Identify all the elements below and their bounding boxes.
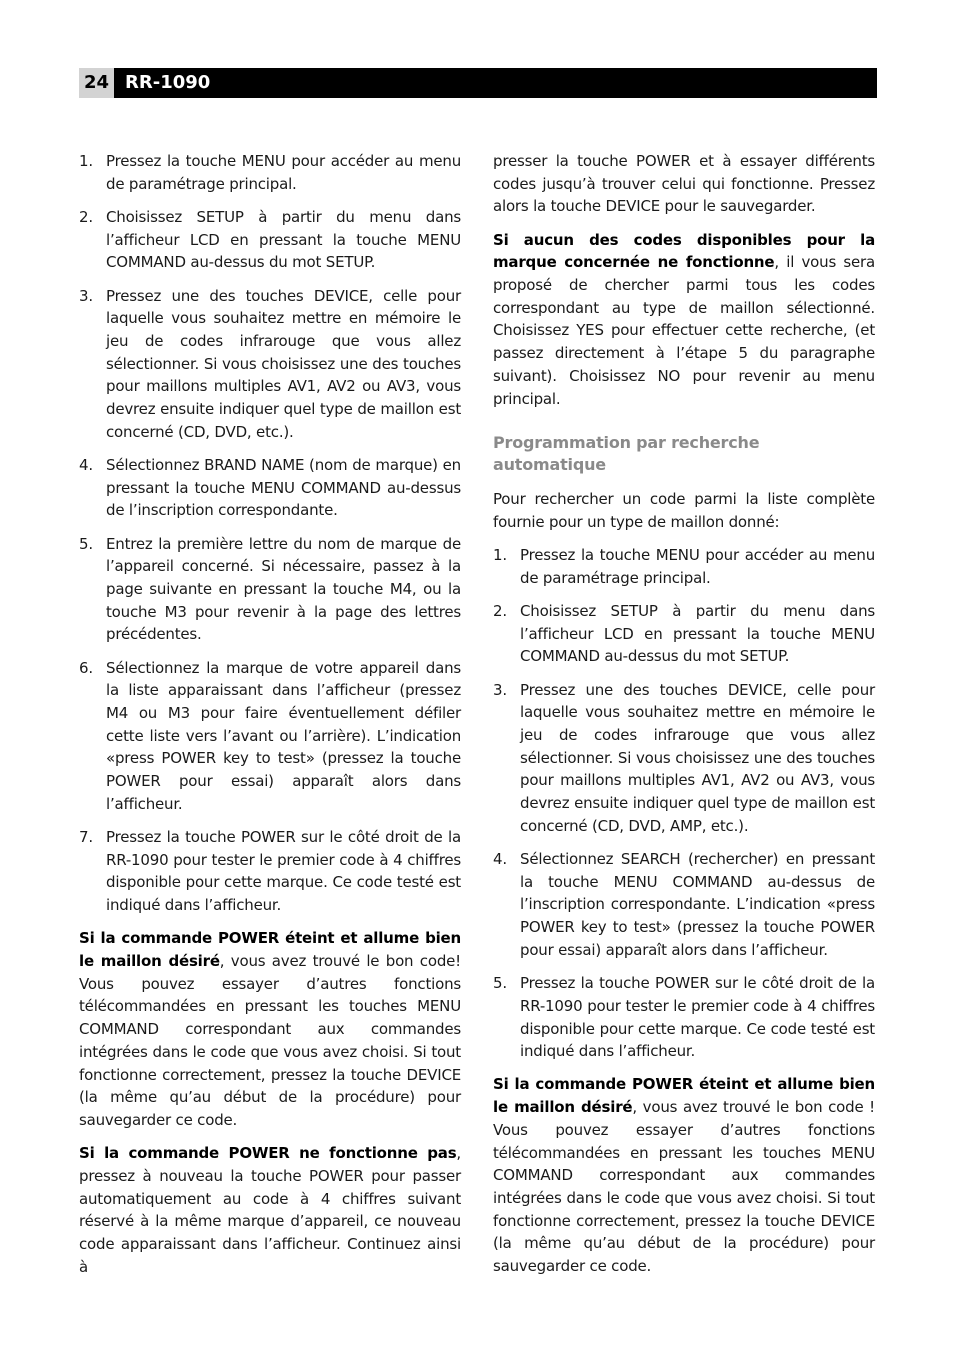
step-text: Choisissez SETUP à partir du menu dans l’afficheur LCD en pressant la touche MENU COMMAND au-dessus du mot SETUP. — [520, 602, 875, 666]
list-item — [79, 533, 461, 647]
step-text: Sélectionnez BRAND NAME (nom de marque) en pressant la touche MENU COMMAND au-dessus de l’inscription correspondante. — [106, 455, 461, 520]
bold-lead: Si la commande POWER éteint et allume bien le maillon désiré — [79, 929, 461, 970]
list-item — [493, 679, 875, 838]
paragraph-continued: presser la touche POWER et à essayer différents codes jusqu’à trouver celui qui fonctionne. Pressez alors la touche DEVICE pour le sauvegarder. — [493, 152, 875, 216]
step-text: Pressez une des touches DEVICE, celle pour laquelle vous souhaitez mettre en mémoire le jeu de codes infrarouge que vous allez sélectionner. Si vous choisissez une des touches pour maillons multiples AV1, AV2 ou AV3, vous devrez ensuite indiquer quel type de maillon est concerné (CD, DVD, etc.). — [106, 286, 461, 441]
section-intro: Pour rechercher un code parmi la liste complète fournie pour un type de maillon donné: — [493, 490, 875, 531]
step-text: Pressez la touche MENU pour accéder au menu de paramétrage principal. — [106, 152, 461, 193]
step-text: Pressez la touche POWER sur le côté droit de la RR-1090 pour tester le premier code à 4 chiffres disponible pour cette marque. Ce code testé est indiqué dans l’afficheur. — [106, 827, 461, 915]
list-item — [79, 150, 461, 195]
list-item — [79, 826, 461, 917]
list-item — [493, 544, 875, 589]
steps-list-right — [493, 544, 875, 1063]
list-item — [79, 206, 461, 274]
paragraph-no-code-works — [493, 229, 875, 411]
step-number: 2. — [79, 207, 93, 226]
step-text: Sélectionnez la marque de votre appareil dans la liste apparaissant dans l’afficheur (pressez M4 ou M3 pour faire éventuellement défiler cette liste vers l’avant ou l’arrière). L’indication «press POWER key to test» (pressez la touche POWER pour essai) apparaît alors dans l’afficheur. — [106, 658, 461, 813]
step-number: 1. — [79, 152, 93, 170]
bold-lead: Si aucun des codes disponibles pour la marque concernée ne fonctionne — [493, 230, 875, 272]
bold-lead: Si la commande POWER éteint et allume bien le maillon désiré — [493, 1075, 875, 1117]
list-item — [79, 454, 461, 522]
paragraph-power-works — [79, 927, 461, 1131]
step-number: 7. — [79, 827, 93, 846]
step-number: 1. — [493, 546, 507, 565]
step-number: 3. — [493, 680, 507, 699]
step-number: 4. — [493, 850, 507, 869]
step-text: Pressez la touche MENU pour accéder au menu de paramétrage principal. — [520, 546, 875, 587]
step-number: 6. — [79, 658, 93, 677]
steps-list-left — [79, 150, 461, 917]
paragraph-power-fails — [79, 1142, 461, 1278]
step-number: 2. — [493, 602, 507, 621]
model-title: RR-1090 — [125, 72, 211, 93]
step-text: Pressez la touche POWER sur le côté droit de la RR-1090 pour tester le premier code à 4 chiffres disponible pour cette marque. Ce code testé est indiqué dans l’afficheur. — [520, 974, 875, 1061]
bold-lead: Si la commande POWER ne fonctionne pas — [79, 1144, 457, 1163]
paragraph-text: , vous avez trouvé le bon code ! Vous pouvez essayer d’autres fonctions télécommandées en pressant les touches MENU COMMAND correspondant aux commandes intégrées dans le code que vous avez choisi. Si tout fonctionne correctement, pressez la touche DEVICE (la même qu’au début de la procédure) pour sauvegarder ce code. — [493, 1098, 875, 1276]
left-column — [79, 150, 461, 1289]
step-text: Pressez une des touches DEVICE, celle pour laquelle vous souhaitez mettre en mémoire le jeu de codes infrarouge que vous allez sélectionner. Si vous choisissez une des touches pour maillons multiples AV1, AV2 ou AV3, vous devrez ensuite indiquer quel type de maillon est concerné (CD, DVD, AMP, etc.). — [520, 680, 875, 835]
step-number: 4. — [79, 455, 93, 474]
list-item — [493, 848, 875, 962]
step-text: Sélectionnez SEARCH (rechercher) en pressant la touche MENU COMMAND au-dessus de l’inscription correspondante. L’indication «press POWER key to test» (pressez la touche POWER pour essai) apparaît alors dans l’afficheur. — [520, 850, 875, 959]
page-number: 24 — [79, 68, 114, 98]
list-item — [493, 972, 875, 1063]
step-number: 3. — [79, 286, 93, 305]
page-header — [79, 68, 877, 98]
step-number: 5. — [493, 974, 507, 993]
list-item — [79, 657, 461, 816]
paragraph-text: , pressez à nouveau la touche POWER pour passer automatiquement au code à 4 chiffres suivant réservé à la même marque d’appareil, ce nouveau code apparaissant dans l’afficheur. Continuez ainsi à — [79, 1144, 461, 1276]
list-item — [493, 600, 875, 668]
paragraph-power-works-right — [493, 1073, 875, 1277]
step-number: 5. — [79, 534, 93, 553]
paragraph-text: , vous avez trouvé le bon code! Vous pouvez essayer d’autres fonctions télécommandées en pressant les touches MENU COMMAND correspondant aux commandes intégrées dans le code que vous avez choisi. Si tout fonctionne correctement, pressez la touche DEVICE (la même qu’au début de la procédure) pour sauvegarder ce code. — [79, 952, 461, 1129]
right-column — [493, 150, 875, 1288]
step-text: Entrez la première lettre du nom de marque de l’appareil concerné. Si nécessaire, passez à la page suivante en pressant la touche M4, ou la touche M3 pour revenir à la page des lettres précédentes. — [106, 534, 461, 644]
list-item — [79, 285, 461, 444]
step-text: Choisissez SETUP à partir du menu dans l’afficheur LCD en pressant la touche MENU COMMAND au-dessus du mot SETUP. — [106, 207, 461, 272]
section-title: Programmation par recherche automatique — [493, 433, 760, 475]
paragraph-text: , il vous sera proposé de chercher parmi tous les codes correspondant au type de maillon sélectionné. Choisissez YES pour effectuer cette recherche, (et passez directement à l’étape 5 du paragraphe suivant). Choisissez NO pour revenir au menu principal. — [493, 253, 875, 408]
